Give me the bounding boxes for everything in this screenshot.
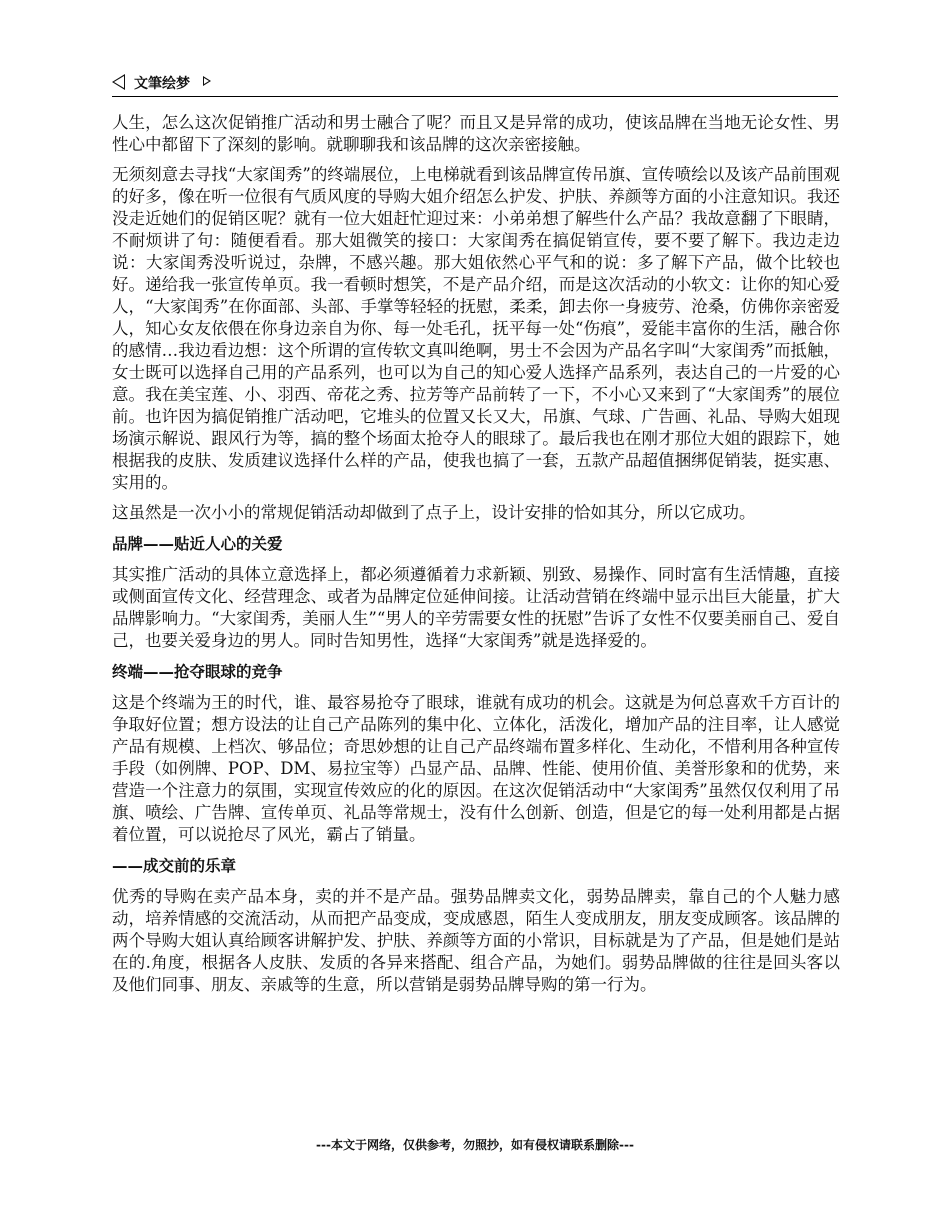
section-heading-brand: 品牌——贴近人心的关爱 <box>112 535 283 553</box>
paragraph-3: 这虽然是一次小小的常规促销活动却做到了点子上，设计安排的恰如其分，所以它成功。 <box>112 503 756 522</box>
section-heading-deal: ——成交前的乐章 <box>112 857 237 875</box>
paragraph-2: 无须刻意去寻找“大家闺秀”的终端展位，上电梯就看到该品牌宣传吊旗、宣传喷绘以及该产品前围观的好多，像在听一位很有气质风度的导购大姐介绍怎么护发、护肤、养颜等方面的小注意知识。我还没走近她们的促销区呢？就有一位大姐赶忙迎过来：小弟弟想了解些什么产品？我故意翻了下眼睛，不耐烦讲了句：随便看看。那大姐微笑的接口：大家闺秀在搞促销宣传，要不要了解下。我边走边说：大家闺秀没听说过，杂牌，不感兴趣。那大姐依然心平气和的说：多了解下产品，做个比较也好。递给我一张宣传单页。我一看顿时想笑，不是产品介绍，而是这次活动的小软文：让你的知心爱人，“大家闺秀”在你面部、头部、手掌等轻轻的抚慰，柔柔，卸去你一身疲劳、沧桑，仿佛你亲密爱人，知心女友依偎在你身边亲自为你、每一处毛孔，抚平每一处“伤痕”，爱能丰富你的生活，融合你的感情…我边看边想：这个所谓的宣传软文真叫绝啊，男士不会因为产品名字叫“大家闺秀”而抵触，女士既可以选择自己用的产品系列，也可以为自己的知心爱人选择产品系列，表达自己的一片爱的心意。我在美宝莲、小、羽西、帝花之秀、拉芳等产品前转了一下，不小心又来到了“大家闺秀”的展位前。也许因为搞促销推广活动吧，它堆头的位置又长又大，吊旗、气球、广告画、礼品、导购大姐现场演示解说、跟风行为等，搞的整个场面太抢夺人的眼球了。最后我也在刚才那位大姐的跟踪下，她根据我的皮肤、发质建议选择什么样的产品，使我也搞了一套，五款产品超值捆绑促销装，挺实惠、实用的。 <box>112 165 840 492</box>
paragraph-4: 其实推广活动的具体立意选择上，都必须遵循着力求新颖、别致、易操作、同时富有生活情趣，直接或侧面宣传文化、经营理念、或者为品牌定位延伸间接。让活动营销在终端中显示出巨大能量，扩大品牌影响力。“大家闺秀，美丽人生”“男人的辛劳需要女性的抚慰”告诉了女性不仅要美丽自己、爱自己，也要关爱身边的男人。同时告知男性，选择“大家闺秀”就是选择爱的。 <box>112 565 840 650</box>
page-footer-disclaimer: ---本文于网络，仅供参考，勿照抄，如有侵权请联系删除--- <box>316 1138 634 1152</box>
section-heading-terminal: 终端——抢夺眼球的竞争 <box>112 663 283 681</box>
paragraph-6: 优秀的导购在卖产品本身，卖的并不是产品。强势品牌卖文化，弱势品牌卖，靠自己的个人魅力感动，培养情感的交流活动，从而把产品变成，变成感恩，陌生人变成朋友，朋友变成顾客。该品牌的两个导购大姐认真给顾客讲解护发、护肤、养颜等方面的小常识，目标就是为了产品，但是她们是站在的.角度，根据各人皮肤、发质的各异来搭配、组合产品，为她们。弱势品牌做的往往是回头客以及他们同事、朋友、亲戚等的生意，所以营销是弱势品牌导购的第一行为。 <box>112 887 840 994</box>
header-brand: 文筆绘梦 <box>134 76 190 92</box>
document-body <box>112 112 840 1004</box>
triangle-right-outline-icon <box>203 76 211 86</box>
paragraph-1: 人生，怎么这次促销推广活动和男士融合了呢？而且又是异常的成功，使该品牌在当地无论女性、男性心中都留下了深刻的影响。就聊聊我和该品牌的这次亲密接触。 <box>112 113 840 154</box>
triangle-left-outline-icon <box>112 74 125 90</box>
page-header <box>112 70 838 97</box>
paragraph-5: 这是个终端为王的时代，谁、最容易抢夺了眼球，谁就有成功的机会。这就是为何总喜欢千方百计的争取好位置；想方设法的让自己产品陈列的集中化、立体化，活泼化，增加产品的注目率，让人感觉产品有规模、上档次、够品位；奇思妙想的让自己产品终端布置多样化、生动化，不惜利用各种宣传手段（如例牌、POP、DM、易拉宝等）凸显产品、品牌、性能、使用价值、美誉形象和的优势，来营造一个注意力的氛围，实现宣传效应的化的原因。在这次促销活动中“大家闺秀”虽然仅仅利用了吊旗、喷绘、广告牌、宣传单页、礼品等常规士，没有什么创新、创造，但是它的每一处利用都是占据着位置，可以说抢尽了风光，霸占了销量。 <box>112 693 840 844</box>
